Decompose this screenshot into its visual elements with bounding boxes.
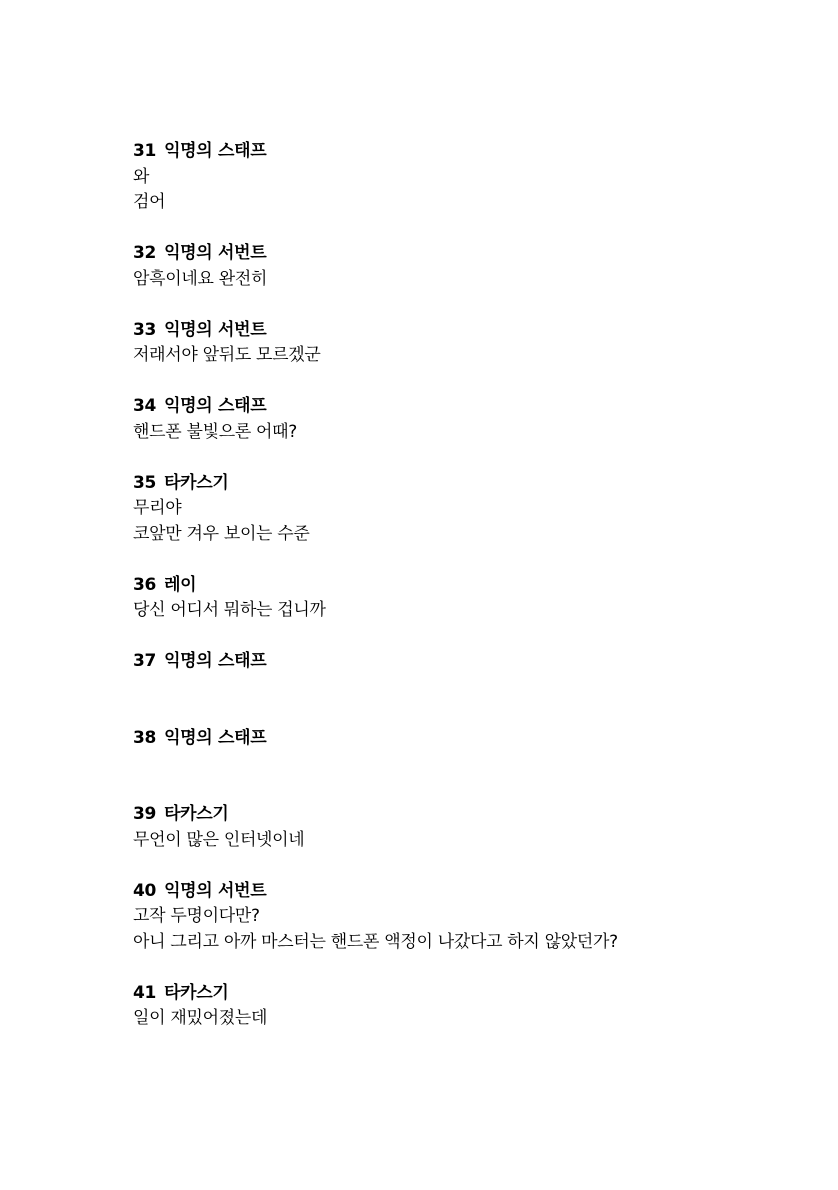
post-number: 32	[133, 243, 157, 263]
post	[133, 802, 813, 853]
post-line: 무언이 많은 인터넷이네	[133, 829, 305, 850]
post	[133, 394, 813, 445]
post	[133, 241, 813, 292]
post-author: 레이	[164, 574, 197, 595]
post-line: 검어	[133, 192, 166, 212]
post	[133, 573, 813, 624]
post-body	[133, 1006, 813, 1032]
post-author: 익명의 서번트	[164, 880, 267, 901]
post-author: 익명의 스태프	[164, 651, 267, 671]
post-author: 익명의 스태프	[164, 396, 267, 416]
post-number: 33	[133, 319, 157, 340]
post-body	[133, 267, 813, 293]
post	[133, 139, 813, 216]
post-author: 익명의 스태프	[164, 141, 267, 161]
post-number: 37	[133, 651, 157, 671]
post-line: 암흑이네요 완전히	[133, 268, 268, 289]
post-author: 익명의 서번트	[164, 319, 267, 340]
post-body	[133, 343, 813, 369]
post-body	[133, 420, 813, 446]
post-body	[133, 598, 813, 624]
post-number: 36	[133, 574, 157, 595]
post-line: 아니 그리고 아까 마스터는 핸드폰 액정이 나갔다고 하지 않았던가?	[133, 931, 618, 952]
post-author: 익명의 스태프	[164, 727, 267, 748]
post-body	[133, 751, 813, 777]
post-body	[133, 675, 813, 701]
post-line: 코앞만 겨우 보이는 수준	[133, 523, 310, 544]
post-line: 일이 재밌어졌는데	[133, 1008, 268, 1028]
post-header	[133, 573, 813, 599]
post-header	[133, 318, 813, 344]
post	[133, 726, 813, 777]
post-author: 타카스기	[164, 804, 229, 824]
post-line: 와	[133, 166, 150, 187]
post-body	[133, 165, 813, 216]
post-line: 당신 어디서 뭐하는 겁니까	[133, 600, 326, 620]
post-header	[133, 981, 813, 1007]
post-body	[133, 828, 813, 854]
post-line: 핸드폰 불빛으론 어때?	[133, 421, 298, 442]
post	[133, 471, 813, 548]
post	[133, 649, 813, 700]
document-page	[133, 139, 813, 1057]
post-number: 34	[133, 396, 157, 416]
post-number: 41	[133, 982, 157, 1003]
post	[133, 981, 813, 1032]
post-line: 무리야	[133, 498, 182, 518]
post	[133, 879, 813, 956]
post-author: 타카스기	[164, 982, 229, 1003]
post	[133, 318, 813, 369]
post-number: 40	[133, 880, 157, 901]
post-author: 타카스기	[164, 472, 229, 493]
post-header	[133, 726, 813, 752]
post-header	[133, 802, 813, 828]
post-number: 31	[133, 141, 157, 161]
post-header	[133, 471, 813, 497]
post-number: 35	[133, 472, 157, 493]
post-header	[133, 139, 813, 165]
post-body	[133, 496, 813, 547]
post-header	[133, 649, 813, 675]
post-header	[133, 394, 813, 420]
post-header	[133, 879, 813, 905]
post-header	[133, 241, 813, 267]
post-line: 저래서야 앞뒤도 모르겠군	[133, 345, 321, 365]
post-author: 익명의 서번트	[164, 243, 267, 263]
post-line: 고작 두명이다만?	[133, 906, 260, 926]
post-number: 38	[133, 727, 157, 748]
post-number: 39	[133, 804, 157, 824]
post-body	[133, 904, 813, 955]
